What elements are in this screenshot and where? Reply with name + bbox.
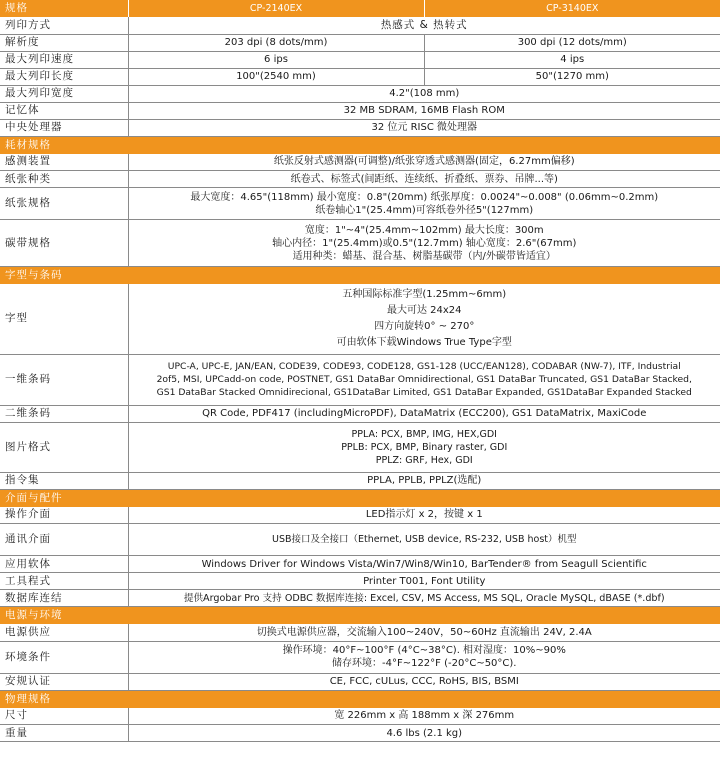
model-header-b: CP-3140EX [424, 0, 720, 17]
section-title-power: 电源与环境 [0, 607, 720, 625]
value-communication: USB接口及全接口（Ethernet, USB device, RS-232, USB host）机型 [128, 524, 720, 556]
section-row-media [0, 136, 720, 154]
value-barcode-1d [128, 354, 720, 405]
value-font [128, 284, 720, 354]
value-paper-spec [128, 188, 720, 220]
value-barcode-2d: QR Code, PDF417 (includingMicroPDF), DataMatrix (ECC200), GS1 DataMatrix, MaxiCode [128, 405, 720, 422]
section-row-physical [0, 690, 720, 708]
label-resolution: 解析度 [0, 34, 128, 51]
value-weight: 4.6 lbs (2.1 kg) [128, 725, 720, 742]
label-barcode-2d: 二维条码 [0, 405, 128, 422]
environment-line: 储存环境：-4°F~122°F (-20°C~50°C). [331, 658, 517, 669]
value-software: Windows Driver for Windows Vista/Win7/Win8/Win10, BarTender® from Seagull Scientific [128, 556, 720, 573]
row-operation [0, 507, 720, 524]
row-ribbon-spec [0, 220, 720, 267]
row-environment [0, 641, 720, 673]
value-print-length-b: 50"(1270 mm) [424, 68, 720, 85]
label-commands: 指令集 [0, 472, 128, 489]
label-font: 字型 [0, 284, 128, 354]
value-resolution-b: 300 dpi (12 dots/mm) [424, 34, 720, 51]
value-speed-b: 4 ips [424, 51, 720, 68]
row-speed [0, 51, 720, 68]
label-paper-type: 纸张种类 [0, 171, 128, 188]
value-commands: PPLA, PPLB, PPLZ(选配) [128, 472, 720, 489]
value-resolution-a: 203 dpi (8 dots/mm) [128, 34, 424, 51]
label-weight: 重量 [0, 725, 128, 742]
section-title-specs: 规格 [0, 0, 128, 17]
label-sensor: 感测装置 [0, 154, 128, 171]
label-certification: 安规认证 [0, 673, 128, 690]
section-title-fonts: 字型与条码 [0, 267, 720, 285]
font-line: 最大可达 24x24 [386, 304, 462, 316]
row-sensor [0, 154, 720, 171]
row-print-length [0, 68, 720, 85]
value-print-method: 热感式 & 热转式 [128, 17, 720, 34]
row-barcode-2d [0, 405, 720, 422]
row-software [0, 556, 720, 573]
section-title-media: 耗材规格 [0, 136, 720, 154]
font-line: 四方向旋转0° ~ 270° [374, 320, 475, 332]
row-certification [0, 673, 720, 690]
font-line: 可由软体下载Windows True Type字型 [336, 336, 512, 348]
value-print-width: 4.2"(108 mm) [128, 85, 720, 102]
row-image-format [0, 422, 720, 472]
label-print-width: 最大列印宽度 [0, 85, 128, 102]
barcode-1d-line: 2of5, MSI, UPCadd-on code, POSTNET, GS1 DataBar Omnidirectional, GS1 DataBar Truncated, GS1 DataBar Stacked, [156, 374, 692, 385]
row-weight [0, 725, 720, 742]
label-cpu: 中央处理器 [0, 119, 128, 136]
row-power-supply [0, 624, 720, 641]
row-barcode-1d [0, 354, 720, 405]
label-communication: 通讯介面 [0, 524, 128, 556]
label-power-supply: 电源供应 [0, 624, 128, 641]
image-format-line: PPLA: PCX, BMP, IMG, HEX,GDI [351, 428, 497, 440]
value-image-format [128, 422, 720, 472]
ribbon-spec-line: 宽度：1"~4"(25.4mm~102mm) 最大长度：300m [304, 224, 544, 236]
label-memory: 记忆体 [0, 102, 128, 119]
label-environment: 环境条件 [0, 641, 128, 673]
label-barcode-1d: 一维条码 [0, 354, 128, 405]
section-row-power [0, 607, 720, 625]
row-memory [0, 102, 720, 119]
label-operation: 操作介面 [0, 507, 128, 524]
label-print-method: 列印方式 [0, 17, 128, 34]
value-power-supply: 切换式电源供应器，交流输入100~240V，50~60Hz 直流输出 24V, 2.4A [128, 624, 720, 641]
image-format-line: PPLB: PCX, BMP, Binary raster, GDI [341, 441, 508, 453]
value-tools: Printer T001, Font Utility [128, 573, 720, 590]
barcode-1d-line: UPC-A, UPC-E, JAN/EAN, CODE39, CODE93, CODE128, GS1-128 (UCC/EAN128), CODABAR (NW-7), ITF, Industrial [167, 361, 681, 372]
paper-spec-line: 纸卷轴心1"(25.4mm)可容纸卷外径5"(127mm) [315, 204, 534, 216]
paper-spec-line: 最大宽度：4.65"(118mm) 最小宽度：0.8"(20mm) 纸张厚度：0.0024"~0.008" (0.06mm~0.2mm) [190, 191, 659, 203]
value-environment [128, 641, 720, 673]
row-font [0, 284, 720, 354]
ribbon-spec-line: 适用种类：蜡基、混合基、树脂基碳带（内/外碳带皆适宜） [292, 250, 556, 262]
spec-header-row [0, 0, 720, 17]
value-database: 提供Argobar Pro 支持 ODBC 数据库连接: Excel, CSV, MS Access, MS SQL, Oracle MySQL, dBASE (*.dbf) [128, 590, 720, 607]
environment-line: 操作环境：40°F~100°F (4°C~38°C). 相对湿度：10%~90% [282, 645, 566, 656]
row-resolution [0, 34, 720, 51]
row-paper-spec [0, 188, 720, 220]
value-size: 宽 226mm x 高 188mm x 深 276mm [128, 708, 720, 725]
label-print-length: 最大列印长度 [0, 68, 128, 85]
section-row-interface [0, 489, 720, 507]
value-cpu: 32 位元 RISC 微处理器 [128, 119, 720, 136]
row-database [0, 590, 720, 607]
value-print-length-a: 100"(2540 mm) [128, 68, 424, 85]
row-size [0, 708, 720, 725]
row-print-width [0, 85, 720, 102]
label-software: 应用软体 [0, 556, 128, 573]
row-communication [0, 524, 720, 556]
section-row-fonts [0, 267, 720, 285]
value-sensor: 纸张反射式感测器(可调整)/纸张穿透式感测器(固定，6.27mm偏移) [128, 154, 720, 171]
row-print-method [0, 17, 720, 34]
section-title-physical: 物理规格 [0, 690, 720, 708]
row-tools [0, 573, 720, 590]
row-cpu [0, 119, 720, 136]
ribbon-spec-line: 轴心内径：1"(25.4mm)或0.5"(12.7mm) 轴心宽度：2.6"(67mm) [272, 237, 577, 249]
barcode-1d-line: GS1 DataBar Stacked Omnidirecional, GS1DataBar Limited, GS1 DataBar Expanded, GS1DataBar Expanded Stacked [156, 387, 692, 398]
label-ribbon-spec: 碳带规格 [0, 220, 128, 267]
value-paper-type: 纸卷式、标签式(间距纸、连续纸、折叠纸、票券、吊牌...等) [128, 171, 720, 188]
value-operation: LED指示灯 x 2，按键 x 1 [128, 507, 720, 524]
value-memory: 32 MB SDRAM, 16MB Flash ROM [128, 102, 720, 119]
row-paper-type [0, 171, 720, 188]
label-tools: 工具程式 [0, 573, 128, 590]
model-header-a: CP-2140EX [128, 0, 424, 17]
value-certification: CE, FCC, cULus, CCC, RoHS, BIS, BSMI [128, 673, 720, 690]
label-size: 尺寸 [0, 708, 128, 725]
row-commands [0, 472, 720, 489]
label-speed: 最大列印速度 [0, 51, 128, 68]
font-line: 五种国际标准字型(1.25mm~6mm) [342, 288, 507, 300]
value-speed-a: 6 ips [128, 51, 424, 68]
label-paper-spec: 纸张规格 [0, 188, 128, 220]
image-format-line: PPLZ: GRF, Hex, GDI [375, 454, 473, 466]
label-database: 数据库连结 [0, 590, 128, 607]
section-title-interface: 介面与配件 [0, 489, 720, 507]
value-ribbon-spec [128, 220, 720, 267]
label-image-format: 图片格式 [0, 422, 128, 472]
